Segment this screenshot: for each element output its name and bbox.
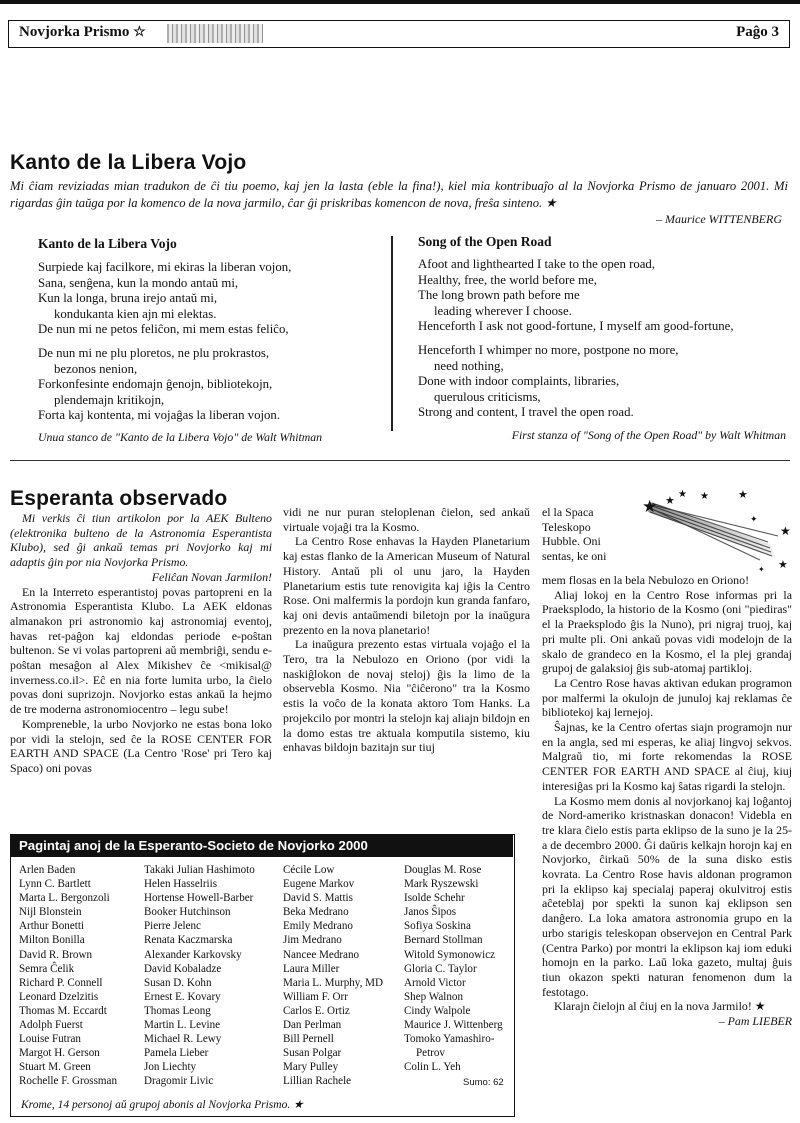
paragraph: La Centro Rose enhavas la Hayden Planetarium kaj estas flanko de la American Museum of Natural History. Antaŭ pli ol unu jaro, la Hayden Planetarium estis tute renovigita kaj iĝis la Centro Rose. Oni malfermis la pordojn kun granda fanfaro, kaj oni devis antaŭmendi biletojn por la inaŭgura prezento en la nova planetario! — [283, 534, 530, 637]
top-rule — [0, 0, 800, 4]
member-name: Cécile Low — [283, 864, 335, 876]
article2-column-3-wrap — [542, 505, 618, 564]
member-name: Tomoko Yamashiro- — [404, 1033, 495, 1046]
member-name: Witold Symonowicz — [404, 948, 496, 961]
member-name: Susan Polgar — [283, 1047, 342, 1060]
paragraph: Klarajn ĉielojn al ĉiuj en la nova Jarmilo! ★ — [554, 999, 766, 1014]
svg-text:★: ★ — [642, 497, 658, 517]
poem-line: Strong and content, I travel the open road. — [418, 405, 634, 420]
member-name: William F. Orr — [283, 990, 348, 1003]
poem-en-stanza — [418, 257, 793, 421]
poem-en-caption: First stanza of "Song of the Open Road" by Walt Whitman — [511, 428, 786, 442]
poem-line: Forta kaj kontenta, mi vojaĝas la liberan vojon. — [38, 408, 281, 423]
svg-text:✦: ✦ — [758, 565, 765, 574]
member-name: Takaki Julian Hashimoto — [144, 864, 255, 876]
member-name: Leonard Dzelzitis — [19, 990, 99, 1003]
poem-line: Done with indoor complaints, libraries, — [418, 374, 620, 389]
member-name: Bernard Stollman — [404, 934, 483, 947]
poem-line: plendemajn kritikojn, — [54, 392, 165, 407]
members-box — [10, 834, 515, 1117]
section-separator — [10, 460, 790, 461]
member-name: Beka Medrano — [283, 906, 349, 919]
member-name: Maurice J. Wittenberg — [404, 1019, 503, 1032]
poem-divider — [391, 236, 393, 431]
poem-en-title: Song of the Open Road — [418, 234, 552, 249]
svg-text:★: ★ — [665, 494, 675, 507]
poem-line: De nun mi ne plu ploretos, ne plu prokrastos, — [38, 345, 270, 360]
poem-eo-caption: Unua stanco de "Kanto de la Libera Vojo" de Walt Whitman — [38, 430, 323, 444]
member-name: Margot H. Gerson — [19, 1047, 100, 1060]
member-name: Mary Pulley — [283, 1061, 339, 1074]
paragraph: vidi ne nur puran steloplenan ĉielon, sed ankaŭ virtuale vojaĝi tra la Kosmo. — [283, 505, 530, 534]
member-name: Hortense Howell-Barber — [144, 892, 254, 905]
member-name: Ernest E. Kovary — [144, 990, 221, 1003]
article1-signature: – Maurice WITTENBERG — [656, 212, 782, 226]
member-name: Pamela Lieber — [144, 1047, 209, 1060]
member-name: Gloria C. Taylor — [404, 962, 477, 975]
poem-line: Henceforth I whimper no more, postpone no more, — [418, 342, 679, 357]
shooting-stars-illustration — [620, 488, 798, 574]
page-header — [8, 20, 790, 48]
member-name: Maria L. Murphy, MD — [283, 976, 384, 989]
member-name: Shep Walnon — [404, 990, 463, 1003]
member-name: Richard P. Connell — [19, 976, 103, 989]
member-name: Arlen Baden — [19, 864, 76, 876]
member-name: Arnold Victor — [404, 976, 466, 989]
members-sum: Sumo: 62 — [463, 1077, 504, 1088]
member-name: Rochelle F. Grossman — [19, 1075, 118, 1088]
member-name: Lillian Rachele — [283, 1075, 352, 1088]
member-name: Michael R. Lewy — [144, 1033, 222, 1046]
paragraph: – Pam LIEBER — [718, 1014, 792, 1029]
member-name: Semra Ĉelik — [19, 962, 75, 975]
member-name: Janos Ŝipos — [404, 906, 457, 919]
member-name: Marta L. Bergonzoli — [19, 892, 110, 905]
poem-line: need nothing, — [434, 358, 504, 373]
member-name: Milton Bonilla — [19, 934, 85, 947]
poem-line: leading wherever I choose. — [434, 303, 572, 318]
paragraph: Aliaj lokoj en la Centro Rose informas pri la Praeksplodo, la historio de la Kosmo (oni "piediras" el la Praeksplodo ĝis la Nuno), pri nigraj truoj, kaj pri multe pli. Oni ankaŭ povas vidi modelojn de la skalo de grandeco en la Kosmo, el la plej grandaj grupoj de galaksioj ĝis sub-atomaj partikloj. — [542, 587, 792, 676]
member-name: Jim Medrano — [283, 934, 342, 947]
member-name: Laura Miller — [283, 962, 340, 975]
poem-eo-title: Kanto de la Libera Vojo — [38, 236, 177, 251]
member-name: Carlos E. Ortiz — [283, 1004, 350, 1017]
member-name: Martin L. Levine — [144, 1019, 221, 1032]
members-column-2 — [144, 863, 255, 1089]
stanza-gap — [418, 335, 793, 343]
member-name: Booker Hutchinson — [144, 906, 231, 919]
paragraph: Mi verkis ĉi tiun artikolon por la AEK Bulteno (elektronika bulteno de la Astronomia Esperantista Klubo), sed ĝi ankaŭ temas pri Novjorko kaj mi adaptis ĝin por nia Novjorka Prismo. — [10, 511, 272, 570]
member-name: Cindy Walpole — [404, 1004, 471, 1017]
paragraph: La Kosmo mem donis al novjorkanoj kaj loĝantoj de Nord-ameriko kristnaskan donacon! Videbla en tre klara ĉielo estis parta eklipso de la suno je la 25-a de decembro 2000. Ĝi daŭris kelkajn horojn kaj en Novjorko, ĉirkaŭ 50% de la suna disko estis kovrata. La Centro Rose havis aldonan programon pri la eklipso kaj specialaj paperaj okulvitroj estis aĉeteblaj por spekti la sunon kaj eklipson sen danĝero. La loka amatora astronomia grupo en la urbo starigis teleskopan observejon en Central Park (Centra Parko) por montri la eklipson kaj iom eduki homojn en la parko. Laŭ loka gazeto, multaj ĝuis tiun okazon spekti naturan fenomenon dum la festotago. — [542, 793, 792, 999]
member-name: Alexander Karkovsky — [144, 948, 242, 961]
member-name: Adolph Fuerst — [19, 1019, 83, 1032]
member-name: Arthur Bonetti — [19, 920, 85, 933]
paragraph: En la Interreto esperantistoj povas partopreni en la Astronomia Esperantista Klubo. La AEK eldonas almanakon pri astronomio kaj astronomiaj eventoj, havas ret-paĝon kaj eldondas periode e-poŝtan bultenon. Se vi volas partopreni aŭ membriĝi, sendu e-poŝtan mesaĝon al Alex Mikishev ĉe <mikisal@ inverness.co.il>. Eĉ en nia forte lumita urbo, la ĉielo povas doni suprizojn. Novjorko estas ankaŭ la hejmo de tre moderna astronomiocentro – legu sube! — [10, 584, 272, 717]
article2-column-3 — [542, 573, 792, 1029]
svg-text:✦: ✦ — [750, 515, 758, 525]
poem-line: querulous criticisms, — [434, 389, 541, 404]
svg-text:★: ★ — [778, 558, 788, 571]
member-name: Jon Liechty — [144, 1061, 197, 1074]
page-number: Paĝo 3 — [736, 24, 779, 40]
member-name: David R. Brown — [19, 948, 93, 961]
member-name: Colin L. Yeh — [404, 1061, 461, 1074]
paragraph: Kompreneble, la urbo Novjorko ne estas bona loko por vidi la stelojn, sed ĉe la ROSE CENTER FOR EARTH AND SPACE (La Centro 'Rose' pri Tero kaj Spaco) oni povas — [10, 716, 272, 775]
member-name: Eugene Markov — [283, 878, 355, 891]
member-name: Douglas M. Rose — [404, 864, 482, 876]
poem-line: Healthy, free, the world before me, — [418, 272, 597, 287]
svg-text:★: ★ — [678, 489, 687, 500]
svg-text:★: ★ — [738, 488, 748, 501]
members-footer: Krome, 14 personoj aŭ grupoj abonis al Novjorka Prismo. ★ — [21, 1099, 304, 1111]
poem-eo-stanza — [38, 260, 388, 424]
members-column-1 — [19, 863, 117, 1089]
poem-line: Surpiede kaj facilkore, mi ekiras la liberan vojon, — [38, 260, 292, 274]
members-column-3 — [283, 863, 383, 1089]
member-name: Dragomir Livic — [144, 1075, 214, 1088]
member-name: Thomas M. Eccardt — [19, 1004, 107, 1017]
member-name: Emily Medrano — [283, 920, 353, 933]
member-name: Lynn C. Bartlett — [19, 878, 91, 891]
paragraph: La Centro Rose havas aktivan edukan programon por malfermi la okulojn de junuloj kaj reklamas ĉe bibliotekoj kaj lernejoj. — [542, 675, 792, 720]
poem-line: The long brown path before me — [418, 288, 580, 303]
poem-line: De nun mi ne petos feliĉon, mi mem estas feliĉo, — [38, 322, 289, 337]
paragraph: Feliĉan Novan Jarmilon! — [151, 569, 272, 584]
member-name: David S. Mattis — [283, 892, 353, 905]
member-name: Stuart M. Green — [19, 1061, 91, 1074]
wrap-text: el la Spaca Teleskopo Hubble. Oni sentas, ke oni — [542, 505, 607, 564]
article2-column-2 — [283, 505, 530, 755]
member-name: Louise Futran — [19, 1033, 81, 1046]
poem-line: kondukanta kien ajn mi elektas. — [54, 306, 217, 321]
publication-title: Novjorka Prismo ☆ — [19, 24, 146, 40]
poem-line: Henceforth I ask not good-fortune, I myself am good-fortune, — [418, 319, 734, 334]
article2-column-1 — [10, 511, 272, 776]
poem-line: Kun la longa, bruna irejo antaŭ mi, — [38, 291, 218, 306]
paragraph: mem flosas en la bela Nebulozo en Oriono! — [542, 573, 750, 587]
article1-intro: Mi ĉiam reviziadas mian tradukon de ĉi tiu poemo, kaj jen la lasta (eble la fina!), kiel mia kontribuaĵo al la Novjorka Prismo de januaro 2001. Mi rigardas ĝin taŭga por la komenco de la nova jarmilo, ĉar ĝi priskribas komencon de nova, freŝa sinteno. ★ — [10, 179, 788, 210]
member-name: Nijl Blonstein — [19, 906, 82, 919]
svg-text:★: ★ — [780, 524, 791, 538]
article2-title: Esperanta observado — [10, 487, 228, 510]
poem-line: Forkonfesinte endomajn ĝenojn, bibliotekojn, — [38, 377, 273, 392]
members-box-title: Pagintaj anoj de la Esperanto-Societo de Novjorko 2000 — [11, 835, 513, 857]
member-name: Nancee Medrano — [283, 948, 360, 961]
members-column-4 — [404, 863, 503, 1089]
member-name: Sofiya Soskina — [404, 920, 471, 933]
member-name: Isolde Schehr — [404, 892, 465, 905]
member-name: Renata Kaczmarska — [144, 934, 233, 947]
member-name: Susan D. Kohn — [144, 976, 212, 989]
member-name: Thomas Leong — [144, 1004, 211, 1017]
member-name: Mark Ryszewski — [404, 878, 479, 891]
member-name: Pierre Jelenc — [144, 920, 201, 933]
svg-text:★: ★ — [700, 491, 709, 502]
member-name: Helen Hasselriis — [144, 878, 218, 891]
article1-title: Kanto de la Libera Vojo — [10, 151, 247, 174]
poem-line: Afoot and lighthearted I take to the open road, — [418, 257, 656, 271]
header-decoration — [167, 24, 263, 43]
stanza-gap — [38, 338, 388, 346]
star-outline-icon: ☆ — [133, 25, 146, 40]
poem-line: bezonos nenion, — [54, 361, 138, 376]
member-name: David Kobaladze — [144, 962, 222, 975]
member-name: Bill Pernell — [283, 1033, 334, 1046]
paragraph: La inaŭgura prezento estas virtuala vojaĝo el la Tero, tra la Nebulozo en Oriono (por vidi la naskiĝlokon de novaj steloj) ĝis la limo de la observebla Kosmo. Nia "ĉiĉerono" tra la Kosmo estis la voĉo de la konata aktoro Tom Hanks. La projekcilo por montri la stelojn kaj aliajn bildojn en la domo estas tre aktuala komputila sistemo, kiu enhavas bildojn bazitajn sur tiuj — [283, 637, 530, 755]
member-name: Dan Perlman — [283, 1019, 342, 1032]
poem-line: Sana, senĝena, kun la mondo antaŭ mi, — [38, 275, 239, 290]
paragraph: Ŝajnas, ke la Centro ofertas siajn programojn nur en la angla, sed mi esperas, ke aliaj lingvoj sekvos. Malgraŭ tio, mi forte rekomendas la ROSE CENTER FOR EARTH AND SPACE al ĉiuj, kiuj interesiĝas pri la Kosmo kaj ŝatas rigardi la stelojn. — [542, 720, 792, 793]
member-name: Petrov — [416, 1047, 445, 1060]
